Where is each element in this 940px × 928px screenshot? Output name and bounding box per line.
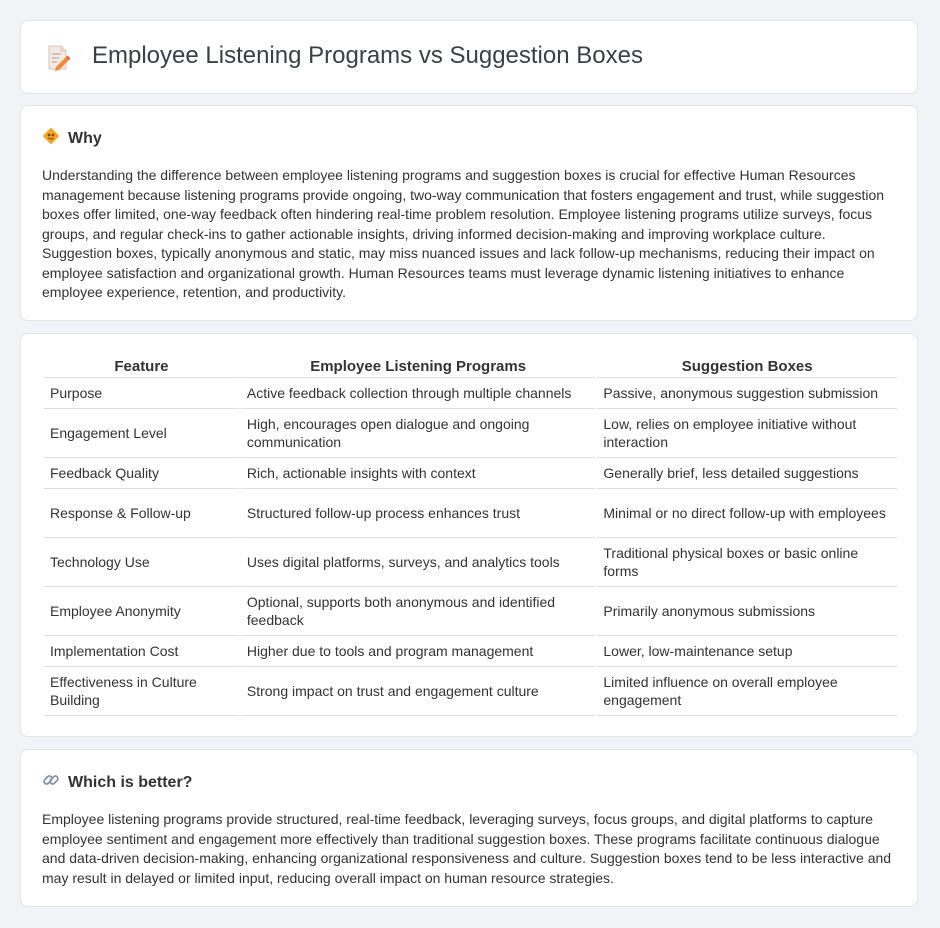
comparison-section — [20, 333, 918, 737]
listening-cell: High, encourages open dialogue and ongoing communication — [241, 409, 596, 458]
feature-cell: Effectiveness in Culture Building — [44, 667, 239, 716]
page-title: Employee Listening Programs vs Suggestion Boxes — [92, 42, 643, 69]
listening-cell: Optional, supports both anonymous and identified feedback — [241, 587, 596, 636]
table-row — [44, 587, 897, 636]
suggestion-cell: Passive, anonymous suggestion submission — [597, 378, 897, 409]
listening-cell: Uses digital platforms, surveys, and analytics tools — [241, 538, 596, 587]
table-row — [44, 458, 897, 489]
suggestion-cell: Low, relies on employee initiative without interaction — [597, 409, 897, 458]
suggestion-cell: Lower, low-maintenance setup — [597, 636, 897, 667]
table-header-row — [44, 352, 897, 378]
better-text: Employee listening programs provide structured, real-time feedback, leveraging surveys, focus groups, and digital platforms to capture employee sentiment and engagement more effectively than traditional suggestion boxes. These programs facilitate continuous dialogue and data-driven decision-making, enhancing organizational responsiveness and culture. Suggestion boxes tend to be less interactive and may result in delayed or limited input, reducing overall impact on human resource strategies. — [42, 811, 892, 886]
feature-cell: Response & Follow-up — [44, 489, 239, 538]
header-listening-programs: Employee Listening Programs — [241, 352, 596, 378]
table-row — [44, 378, 897, 409]
why-section — [20, 105, 918, 321]
title-card — [20, 20, 918, 94]
table-row — [44, 636, 897, 667]
feature-cell: Engagement Level — [44, 409, 239, 458]
why-text: Understanding the difference between employee listening programs and suggestion boxes is crucial for effective Human Resources management because listening programs provide ongoing, two-way communication that fosters engagement and trust, while suggestion boxes offer limited, one-way feedback often hindering real-time problem resolution. Employee listening programs utilize surveys, focus groups, and regular check-ins to gather actionable insights, driving informed decision-making and improving workplace culture. Suggestion boxes, typically anonymous and static, may miss nuanced issues and lack follow-up mechanisms, reducing their impact on employee satisfaction and organizational growth. Human Resources teams must leverage dynamic listening initiatives to enhance employee experience, retention, and productivity. — [42, 167, 885, 300]
header-feature: Feature — [44, 352, 239, 378]
header-suggestion-boxes: Suggestion Boxes — [597, 352, 897, 378]
diamond-sign-icon — [42, 127, 60, 150]
listening-cell: Higher due to tools and program management — [241, 636, 596, 667]
feature-cell: Implementation Cost — [44, 636, 239, 667]
feature-cell: Employee Anonymity — [44, 587, 239, 636]
feature-cell: Technology Use — [44, 538, 239, 587]
suggestion-cell: Limited influence on overall employee engagement — [597, 667, 897, 716]
suggestion-cell: Primarily anonymous submissions — [597, 587, 897, 636]
listening-cell: Structured follow-up process enhances trust — [241, 489, 596, 538]
listening-cell: Strong impact on trust and engagement culture — [241, 667, 596, 716]
why-heading: Why — [68, 129, 102, 147]
feature-cell: Feedback Quality — [44, 458, 239, 489]
table-row — [44, 489, 897, 538]
table-row — [44, 538, 897, 587]
listening-cell: Rich, actionable insights with context — [241, 458, 596, 489]
feature-cell: Purpose — [44, 378, 239, 409]
link-icon — [42, 771, 60, 794]
document-edit-icon — [46, 45, 70, 76]
which-is-better-section — [20, 749, 918, 907]
better-heading: Which is better? — [68, 773, 193, 791]
suggestion-cell: Generally brief, less detailed suggestions — [597, 458, 897, 489]
suggestion-cell: Traditional physical boxes or basic online forms — [597, 538, 897, 587]
table-row — [44, 409, 897, 458]
suggestion-cell: Minimal or no direct follow-up with employees — [597, 489, 897, 538]
comparison-table — [42, 352, 899, 716]
listening-cell: Active feedback collection through multiple channels — [241, 378, 596, 409]
table-row — [44, 667, 897, 716]
